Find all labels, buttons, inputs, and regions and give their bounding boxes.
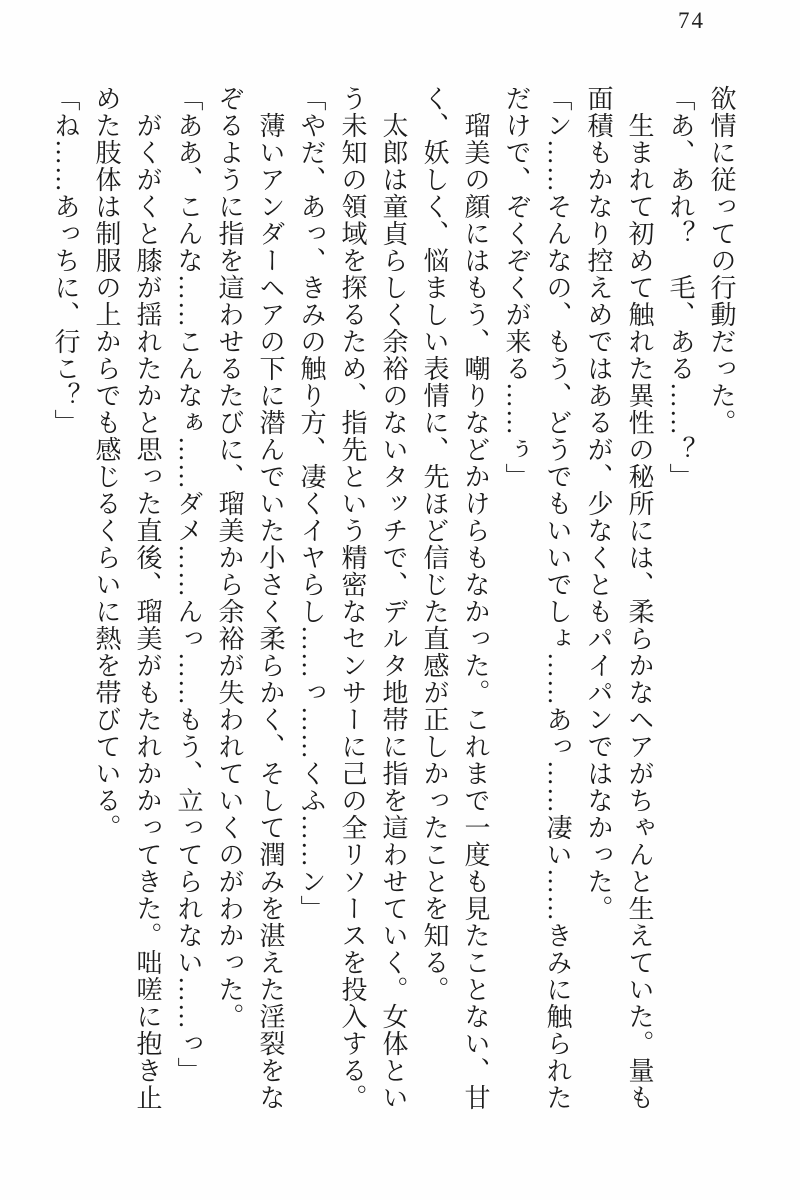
text-line: う未知の領域を探るため、指先という精密なセンサーに己の全リソースを投入する。 — [338, 85, 367, 1111]
text-line: ぞるように指を這わせるたびに、瑠美から余裕が失われていくのがわかった。 — [215, 85, 244, 1030]
text-line: がくがくと膝が揺れたかと思った直後、瑠美がもたれかかってきた。咄嗟に抱き止 — [133, 112, 162, 1111]
text-line: 「ね……あっちに、行こ？」 — [51, 85, 80, 436]
text-columns — [45, 85, 742, 1130]
text-line: 太郎は童貞らしく余裕のないタッチで、デルタ地帯に指を這わせていく。女体とい — [379, 112, 408, 1111]
text-line: だけで、ぞくぞくが来る……ぅ」 — [502, 85, 531, 490]
text-line: 薄いアンダーヘアの下に潜んでいた小さく柔らかく、そして潤みを湛えた淫裂をな — [256, 112, 285, 1111]
text-line: 「やだ、あっ、きみの触り方、凄くイヤらし……っ……くふ……ン」 — [297, 85, 326, 922]
text-line: めた肢体は制服の上からでも感じるくらいに熱を帯びている。 — [92, 85, 121, 841]
text-line: 「ン……そんなの、もう、どうでもいいでしょ……あっ……凄い……きみに触られた — [543, 85, 572, 1111]
text-line: 生まれて初めて触れた異性の秘所には、柔らかなヘアがちゃんと生えていた。量も — [625, 112, 654, 1111]
text-line: 面積もかなり控えめではあるが、少なくともパイパンではなかった。 — [584, 85, 613, 922]
text-line: 「あ、あれ？ 毛、ある……？」 — [666, 85, 695, 490]
text-line: く、妖しく、悩ましい表情に、先ほど信じた直感が正しかったことを知る。 — [420, 85, 449, 1003]
text-line: 欲情に従っての行動だった。 — [707, 85, 736, 436]
text-line: 瑠美の顔にはもう、嘲りなどかけらもなかった。これまで一度も見たことない、甘 — [461, 112, 490, 1111]
text-line: 「ああ、こんな……こんなぁ……ダメ……んっ……もう、立ってられない……っ」 — [174, 85, 203, 1084]
page-number: 74 — [678, 8, 705, 33]
